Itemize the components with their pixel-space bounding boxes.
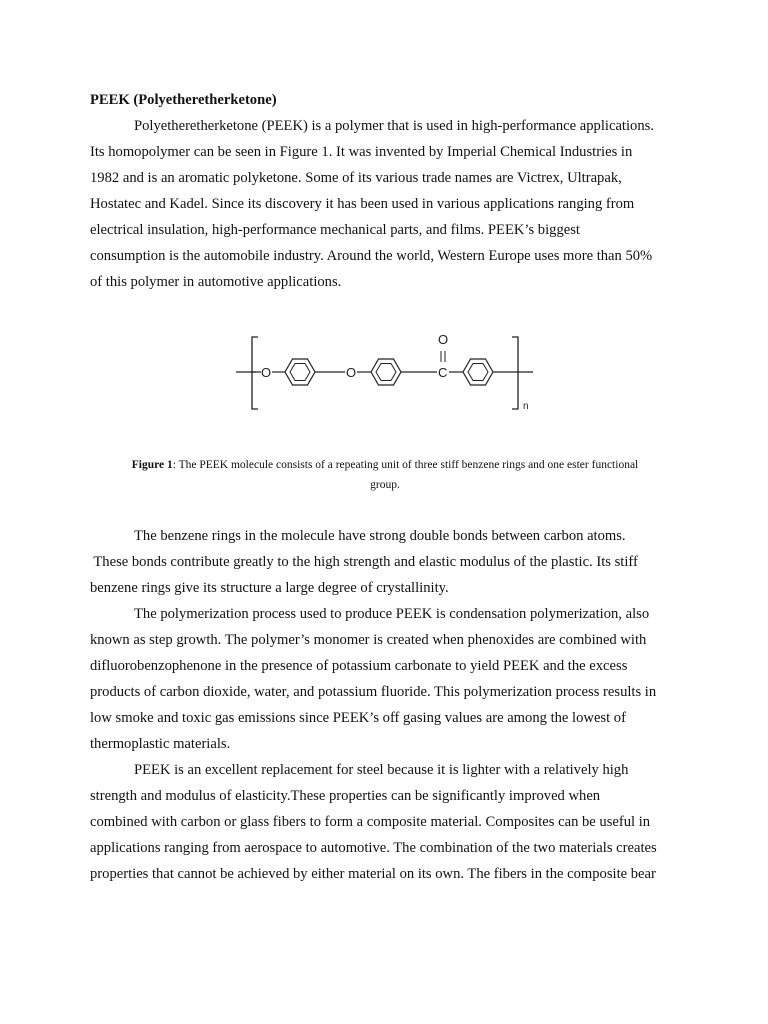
text-line: of this polymer in automotive applications. <box>90 274 342 290</box>
text-line: combined with carbon or glass fibers to form a composite material. Composites can be useful in <box>90 814 651 830</box>
text-line: products of carbon dioxide, water, and potassium fluoride. This polymerization process results in <box>90 684 657 700</box>
text-line: applications ranging from aerospace to automotive. The combination of the two materials creates <box>90 840 657 856</box>
text-line: thermoplastic materials. <box>90 736 231 752</box>
text-line: difluorobenzophenone in the presence of potassium carbonate to yield PEEK and the excess <box>90 658 628 674</box>
repeat-subscript: n <box>523 401 529 412</box>
paragraph-1 <box>90 113 680 295</box>
text-line: The benzene rings in the molecule have strong double bonds between carbon atoms. <box>134 528 626 544</box>
caption-text-continued: group. <box>370 479 400 491</box>
text-line: Its homopolymer can be seen in Figure 1. It was invented by Imperial Chemical Industries in <box>90 144 633 160</box>
text-line: properties that cannot be achieved by either material on its own. The fibers in the composite bear <box>90 866 656 882</box>
figure-caption <box>90 455 680 495</box>
paragraph-2 <box>90 523 680 601</box>
text-line: low smoke and toxic gas emissions since PEEK’s off gasing values are among the lowest of <box>90 710 626 726</box>
text-line: strength and modulus of elasticity.These properties can be significantly improved when <box>90 788 601 804</box>
caption-text: : The PEEK molecule consists of a repeating unit of three stiff benzene rings and one ester functional <box>172 459 639 471</box>
text-line: electrical insulation, high-performance mechanical parts, and films. PEEK’s biggest <box>90 222 580 238</box>
paragraph-3 <box>90 601 680 757</box>
section-heading: PEEK (Polyetheretherketone) <box>90 92 277 108</box>
peek-structure-diagram <box>230 325 540 415</box>
text-line: PEEK is an excellent replacement for steel because it is lighter with a relatively high <box>134 762 629 778</box>
text-line: consumption is the automobile industry. Around the world, Western Europe uses more than 50% <box>90 248 653 264</box>
oxygen-atom-1: O <box>261 365 272 380</box>
text-line: Hostatec and Kadel. Since its discovery it has been used in various applications ranging from <box>90 196 635 212</box>
text-line: 1982 and is an aromatic polyketone. Some of its various trade names are Victrex, Ultrapak, <box>90 170 622 186</box>
text-line: known as step growth. The polymer’s monomer is created when phenoxides are combined with <box>90 632 647 648</box>
oxygen-atom-2: O <box>346 365 357 380</box>
carbon-atom: C <box>438 365 448 380</box>
text-line: These bonds contribute greatly to the high strength and elastic modulus of the plastic. Its stiff <box>90 554 638 570</box>
text-line: The polymerization process used to produce PEEK is condensation polymerization, also <box>134 606 650 622</box>
text-line: Polyetheretherketone (PEEK) is a polymer that is used in high-performance applications. <box>134 118 654 134</box>
carbonyl-oxygen-atom: O <box>438 332 449 347</box>
paragraph-4 <box>90 757 680 887</box>
text-line: benzene rings give its structure a large degree of crystallinity. <box>90 580 449 596</box>
caption-label: Figure 1 <box>131 459 173 471</box>
